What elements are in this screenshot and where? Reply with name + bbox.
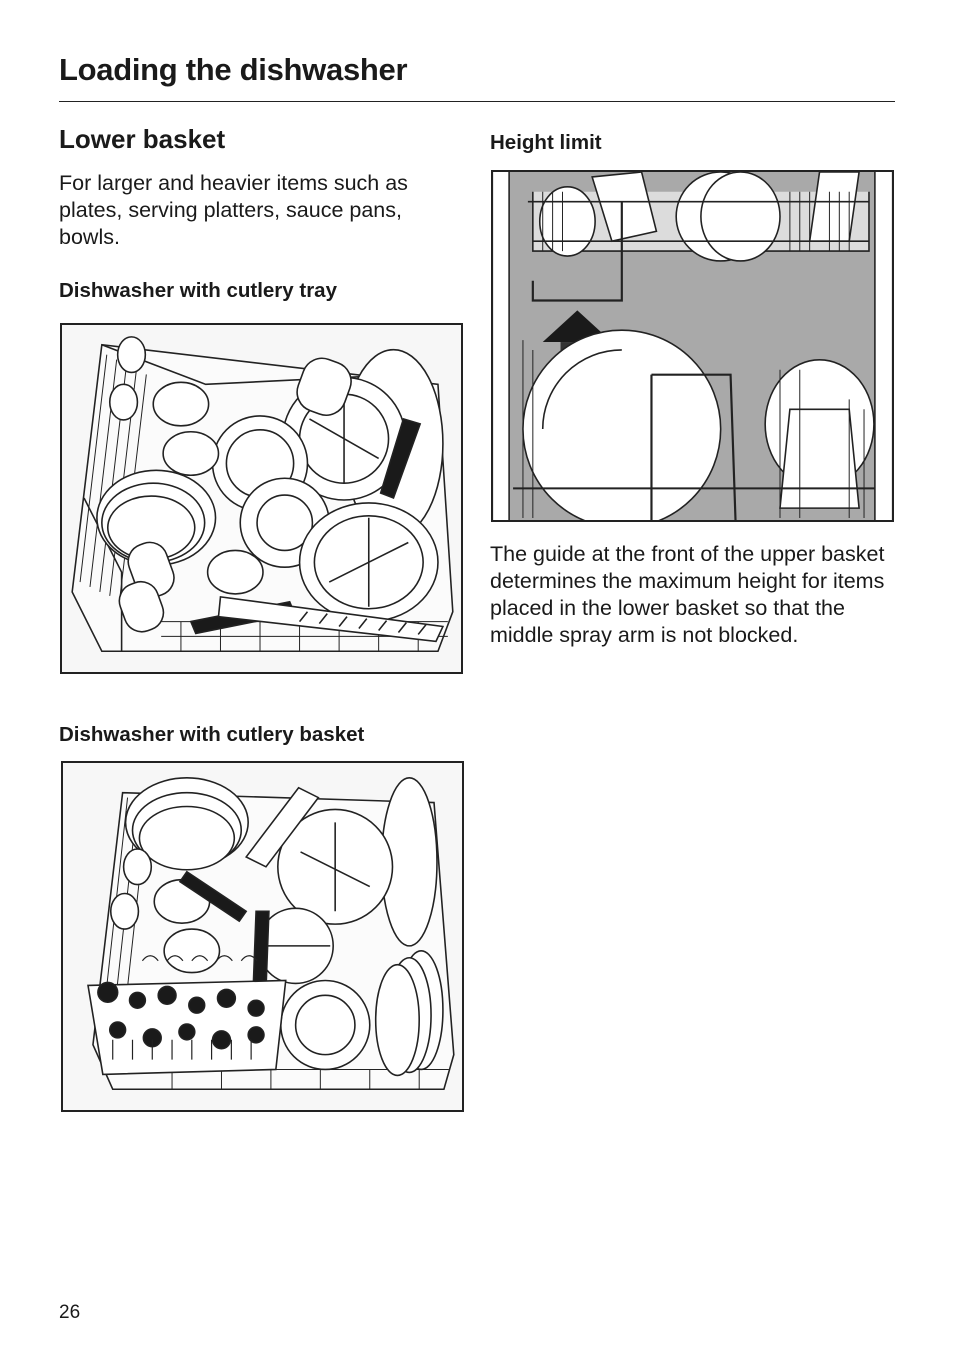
page-title: Loading the dishwasher: [59, 52, 408, 87]
lower-basket: [513, 330, 875, 520]
cutlery-basket-illustration: [61, 761, 464, 1112]
subheading-cutlery-tray: Dishwasher with cutlery tray: [59, 279, 337, 302]
subheading-cutlery-basket: Dishwasher with cutlery basket: [59, 723, 365, 746]
title-divider: [59, 101, 895, 102]
cutlery-tray-illustration: [60, 323, 463, 674]
height-limit-illustration: [491, 170, 894, 522]
upper-basket: [528, 172, 869, 301]
page-number: 26: [59, 1302, 81, 1323]
lower-basket-intro: For larger and heavier items such as plates, serving platters, sauce pans, bowls.: [59, 171, 408, 249]
subheading-height-limit: Height limit: [490, 131, 602, 154]
section-heading-lower-basket: Lower basket: [59, 124, 226, 154]
height-limit-description: The guide at the front of the upper basket determines the maximum height for items placed in the lower basket so that the middle spray arm is not blocked.: [490, 542, 885, 647]
